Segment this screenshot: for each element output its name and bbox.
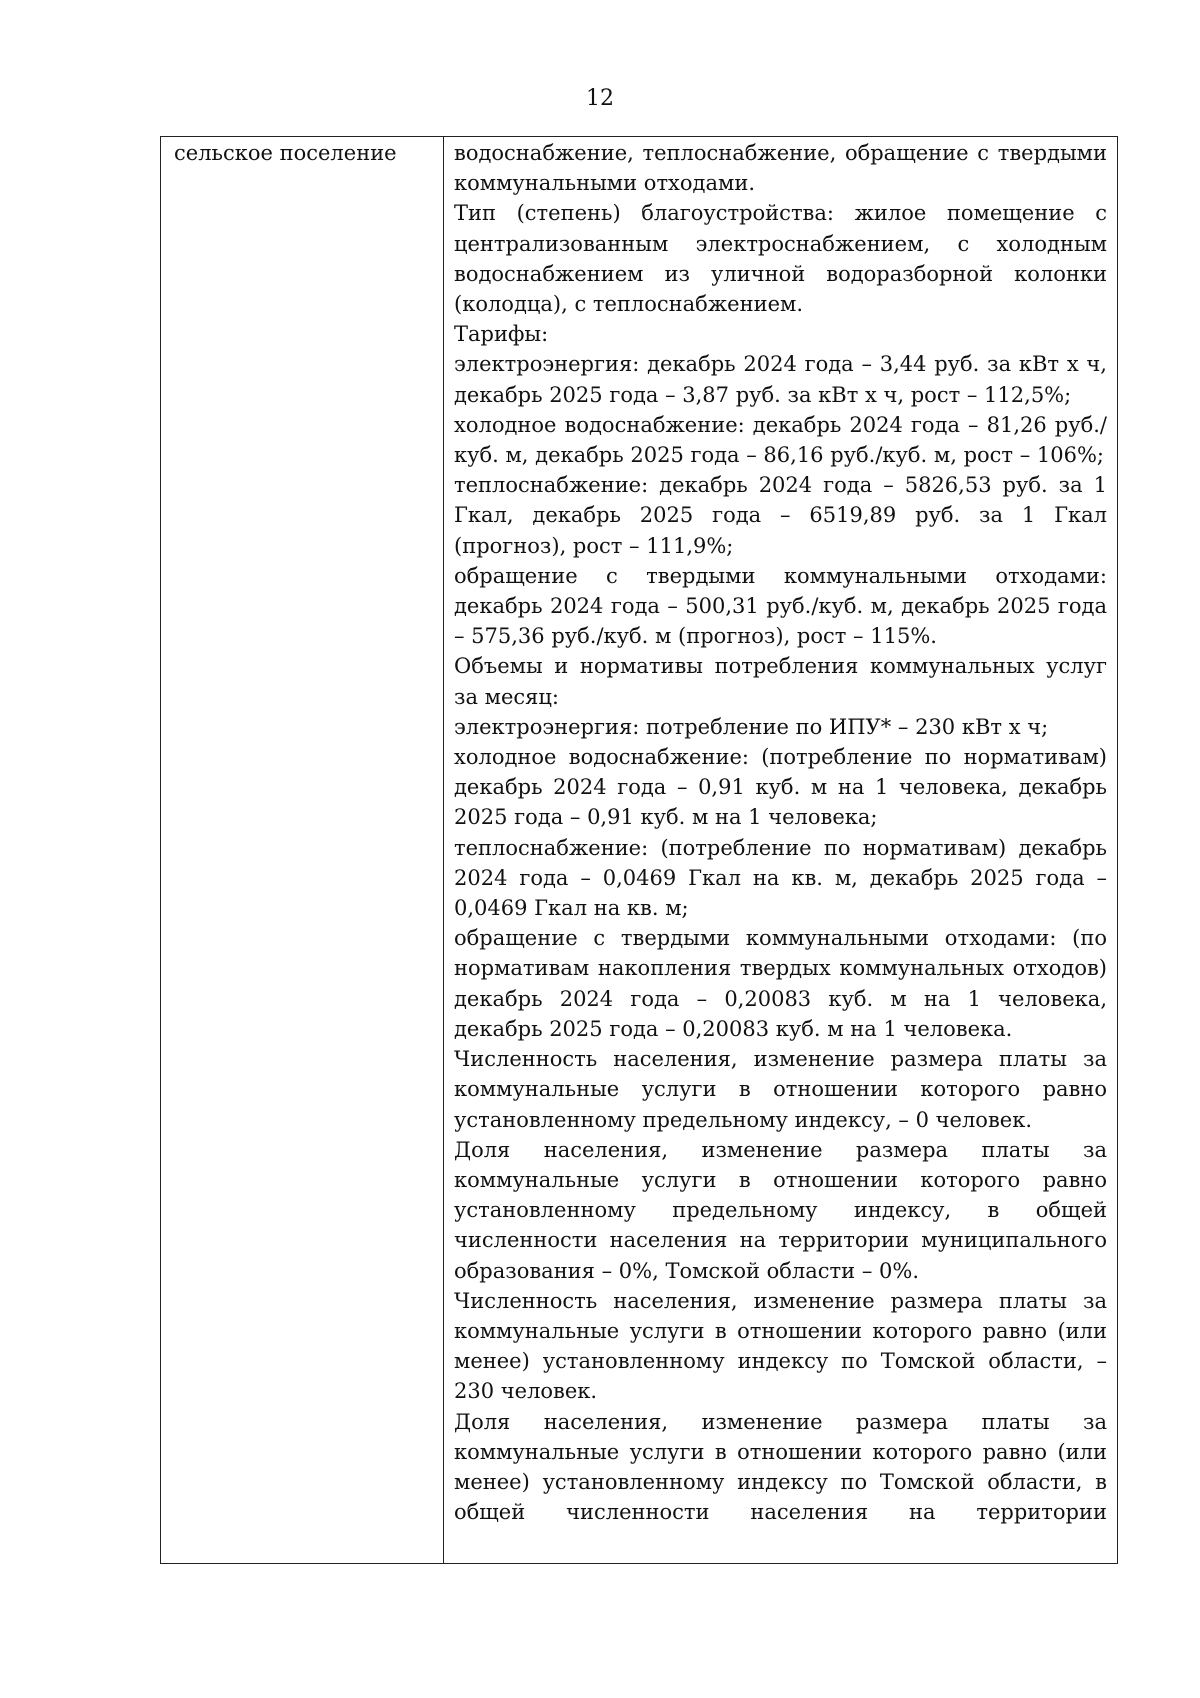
paragraph-volume-waste: обращение с твердыми коммунальными отходами: (по нормативам накопления твердых коммунальных отходов) декабрь 2024 года – 0,20083 куб. м на 1 человека, декабрь 2025 года – 0,20083 куб. м на 1 человека. [454, 926, 1107, 1041]
paragraph-share-limit-index: Доля населения, изменение размера платы за коммунальные услуги в отношении которого равно установленному предельному индексу, в общей численности населения на территории муниципального образования – 0%, Томской области – 0%. [454, 1137, 1107, 1283]
paragraph-tariff-cold-water: холодное водоснабжение: декабрь 2024 года – 81,26 руб./куб. м, декабрь 2025 года – 86,16 руб./куб. м, рост – 106%; [454, 412, 1107, 468]
paragraph-volumes-heading: Объемы и нормативы потребления коммунальных услуг за месяц: [454, 654, 1107, 709]
paragraph-utilities: водоснабжение, теплоснабжение, обращение с твердыми коммунальными отходами. [454, 141, 1107, 196]
paragraph-population-limit-index: Численность населения, изменение размера платы за коммунальные услуги в отношении которого равно установленному предельному индексу, – 0 человек. [454, 1047, 1107, 1132]
paragraph-tariff-heating: теплоснабжение: декабрь 2024 года – 5826,53 руб. за 1 Гкал, декабрь 2025 года – 6519,89 руб. за 1 Гкал (прогноз), рост – 111,9%; [454, 473, 1107, 558]
document-table [160, 136, 1118, 1564]
table-cell-description [444, 137, 1118, 1564]
page-number: 12 [586, 86, 614, 111]
paragraph-volume-electricity: электроэнергия: потребление по ИПУ* – 230 кВт х ч; [454, 714, 1049, 739]
paragraph-share-regional-index: Доля населения, изменение размера платы за коммунальные услуги в отношении которого равно (или менее) установленному индексу по Томской области, в общей численности населения на территории [454, 1409, 1107, 1525]
table-cell-municipality [161, 137, 444, 1564]
paragraph-population-regional-index: Численность населения, изменение размера платы за коммунальные услуги в отношении которого равно (или менее) установленному индексу по Томской области, – 230 человек. [454, 1288, 1107, 1404]
paragraph-volume-heating: теплоснабжение: (потребление по нормативам) декабрь 2024 года – 0,0469 Гкал на кв. м, декабрь 2025 года – 0,0469 Гкал на кв. м; [454, 835, 1107, 921]
paragraph-amenities-type: Тип (степень) благоустройства: жилое помещение с централизованным электроснабжением, с холодным водоснабжением из уличной водоразборной колонки (колодца), с теплоснабжением. [454, 201, 1107, 317]
paragraph-volume-cold-water: холодное водоснабжение: (потребление по нормативам) декабрь 2024 года – 0,91 куб. м на 1 человека, декабрь 2025 года – 0,91 куб. м на 1 человека; [454, 745, 1107, 830]
paragraph-tariffs-heading: Тарифы: [454, 322, 549, 347]
municipality-type-label: сельское поселение [174, 141, 397, 165]
table-row [161, 137, 1118, 1564]
paragraph-tariff-electricity: электроэнергия: декабрь 2024 года – 3,44 руб. за кВт х ч, декабрь 2025 года – 3,87 руб. за кВт х ч, рост – 112,5%; [454, 352, 1107, 407]
paragraph-tariff-waste: обращение с твердыми коммунальными отходами: декабрь 2024 года – 500,31 руб./куб. м, декабрь 2025 года – 575,36 руб./куб. м (прогноз), рост – 115%. [454, 563, 1107, 649]
